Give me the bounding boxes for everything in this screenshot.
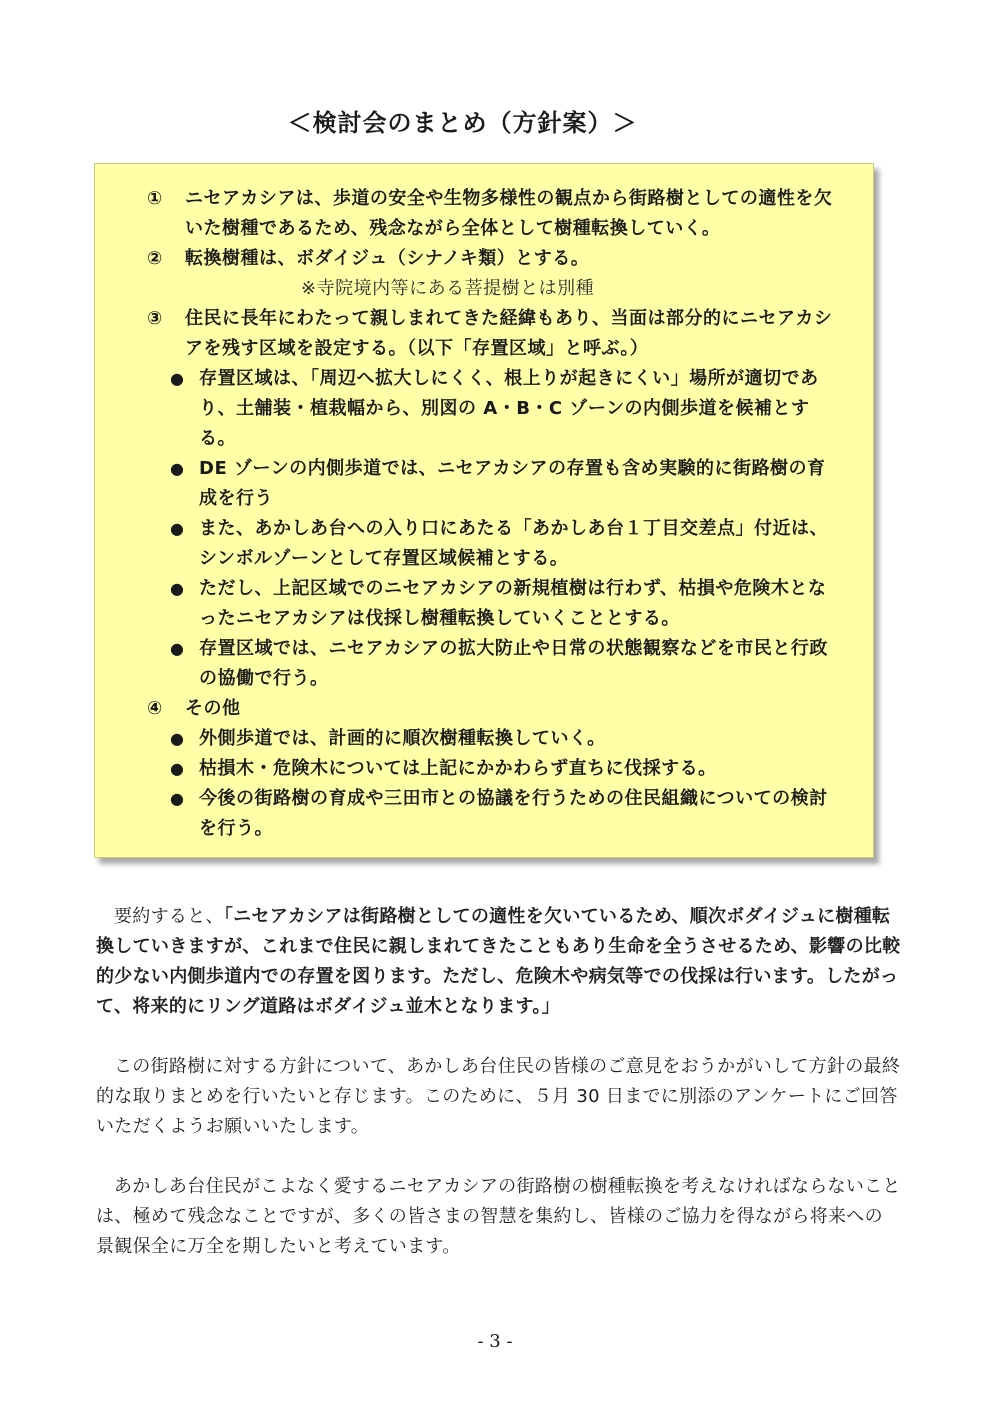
bullet-dot-icon: ●	[170, 519, 185, 538]
summary-item-1	[147, 184, 837, 244]
summary-quote: 「ニセアカシアは街路樹としての適性を欠いているため、順次ボダイジュに樹種転換していきますが、これまで住民に親しまれてきたこともあり生命を全うさせるため、影響の比較的少ない内側歩道内での存置を図ります。ただし、危険木や病気等での伐採は行います。したがって、将来的にリング道路はボダイジュ並木となります。」	[96, 906, 901, 1017]
bullet-dot-icon: ●	[170, 759, 185, 778]
bullet-item	[147, 784, 837, 844]
item-text: その他	[185, 698, 241, 719]
item-number: ①	[147, 188, 163, 209]
bullet-text: 外側歩道では、計画的に順次樹種転換していく。	[199, 728, 606, 749]
summary-box	[94, 163, 874, 858]
item-number: ④	[147, 698, 163, 719]
bullet-dot-icon: ●	[170, 639, 185, 658]
bullet-text: 今後の街路樹の育成や三田市との協議を行うための住民組織についての検討を行う。	[199, 788, 828, 839]
item-number: ③	[147, 308, 163, 329]
bullet-text: DE ゾーンの内側歩道では、ニセアカシアの存置も含め実験的に街路樹の育成を行う	[199, 458, 826, 509]
bullet-item	[147, 454, 837, 514]
bullet-text: また、あかしあ台への入り口にあたる「あかしあ台１丁目交差点」付近は、シンボルゾーンとして存置区域候補とする。	[199, 518, 828, 569]
bullet-item	[147, 514, 837, 574]
summary-content	[147, 184, 837, 844]
bullet-text: 存置区域では、ニセアカシアの拡大防止や日常の状態観察などを市民と行政の協働で行う。	[199, 638, 828, 689]
bullet-item	[147, 364, 837, 454]
bullet-text: ただし、上記区域でのニセアカシアの新規植樹は行わず、枯損や危険木となったニセアカシアは伐採し樹種転換していくこととする。	[199, 578, 827, 629]
bullet-item	[147, 724, 837, 754]
item-note: ※寺院境内等にある菩提樹とは別種	[301, 278, 595, 299]
bullet-dot-icon: ●	[170, 369, 185, 388]
page-title: ＜検討会のまとめ（方針案）＞	[287, 109, 638, 137]
item-text: 住民に長年にわたって親しまれてきた経緯もあり、当面は部分的にニセアカシアを残す区域を設定する。（以下「存置区域」と呼ぶ。）	[185, 308, 833, 359]
bullet-item	[147, 634, 837, 694]
item-text: 転換樹種は、ボダイジュ（シナノキ類）とする。	[185, 248, 590, 269]
closing-paragraph: あかしあ台住民がこよなく愛するニセアカシアの街路樹の樹種転換を考えなければならないことは、極めて残念なことですが、多くの皆さまの智慧を集約し、皆様のご協力を得ながら将来への景観保全に万全を期したいと考えています。	[96, 1176, 901, 1257]
bullet-dot-icon: ●	[170, 729, 185, 748]
request-paragraph: この街路樹に対する方針について、あかしあ台住民の皆様のご意見をおうかがいして方針の最終的な取りまとめを行いたいと存じます。このために、５月 30 日までに別添のアンケートにご回答いただくようお願いいたします。	[96, 1056, 901, 1137]
summary-item-4	[147, 694, 837, 724]
bullet-text: 枯損木・危険木については上記にかかわらず直ちに伐採する。	[199, 758, 717, 779]
summary-lead: 要約すると、	[114, 906, 224, 927]
summary-item-2	[147, 244, 837, 274]
bullet-dot-icon: ●	[170, 459, 185, 478]
bullet-item	[147, 574, 837, 634]
item-number: ②	[147, 248, 163, 269]
bullet-text: 存置区域は、「周辺へ拡大しにくく、根上りが起きにくい」場所が適切であり、土舗装・植栽幅から、別図の A・B・C ゾーンの内側歩道を候補とする。	[199, 368, 819, 449]
page-number: - 3 -	[477, 1331, 513, 1352]
bullet-dot-icon: ●	[170, 789, 185, 808]
bullet-dot-icon: ●	[170, 579, 185, 598]
bullet-item	[147, 754, 837, 784]
summary-paragraph	[96, 902, 901, 1022]
item-text: ニセアカシアは、歩道の安全や生物多様性の観点から街路樹としての適性を欠いた樹種であるため、残念ながら全体として樹種転換していく。	[185, 188, 833, 239]
summary-item-3	[147, 304, 837, 364]
